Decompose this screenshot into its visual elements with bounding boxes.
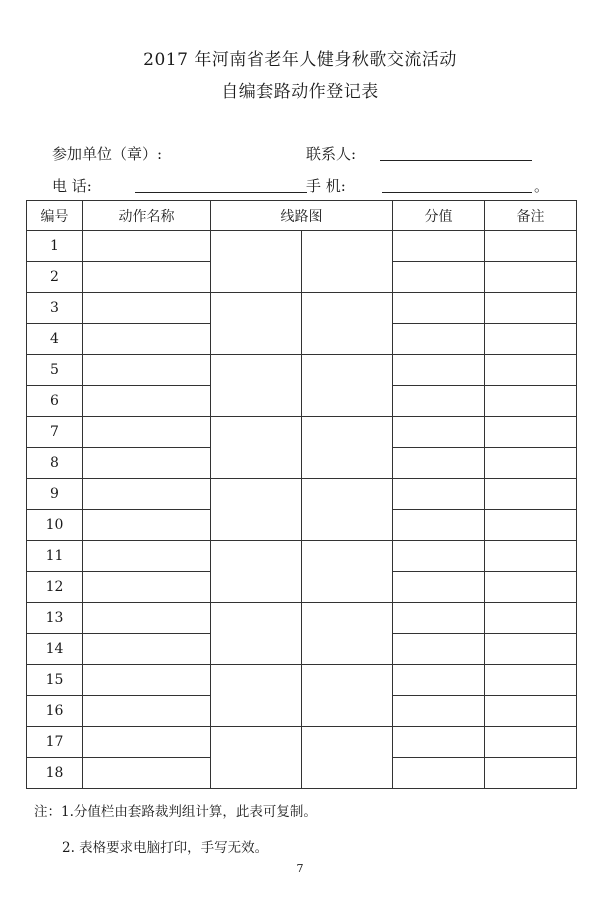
remarks-cell[interactable]	[485, 324, 577, 355]
score-cell[interactable]	[393, 448, 485, 479]
row-number: 15	[27, 665, 83, 696]
route-diagram-cell[interactable]	[211, 603, 302, 665]
route-diagram-cell[interactable]	[302, 479, 393, 541]
action-name-cell[interactable]	[83, 231, 211, 262]
action-name-cell[interactable]	[83, 355, 211, 386]
remarks-cell[interactable]	[485, 727, 577, 758]
remarks-cell[interactable]	[485, 448, 577, 479]
action-name-cell[interactable]	[83, 541, 211, 572]
route-diagram-cell[interactable]	[211, 293, 302, 355]
remarks-cell[interactable]	[485, 355, 577, 386]
action-name-cell[interactable]	[83, 293, 211, 324]
phone-blank-line[interactable]	[135, 192, 307, 193]
route-diagram-cell[interactable]	[302, 541, 393, 603]
remarks-cell[interactable]	[485, 758, 577, 789]
header-score: 分值	[393, 201, 485, 231]
score-cell[interactable]	[393, 696, 485, 727]
form-title-line1: 2017 年河南省老年人健身秋歌交流活动	[143, 50, 457, 70]
row-number: 8	[27, 448, 83, 479]
table-row	[27, 355, 577, 386]
action-name-cell[interactable]	[83, 572, 211, 603]
header-remarks: 备注	[485, 201, 577, 231]
note-1: 注：1.分值栏由套路裁判组计算，此表可复制。	[34, 804, 317, 820]
score-cell[interactable]	[393, 634, 485, 665]
route-diagram-cell[interactable]	[211, 355, 302, 417]
route-diagram-cell[interactable]	[211, 665, 302, 727]
score-cell[interactable]	[393, 231, 485, 262]
row-number: 9	[27, 479, 83, 510]
row-number: 14	[27, 634, 83, 665]
table-row	[27, 231, 577, 262]
action-name-cell[interactable]	[83, 634, 211, 665]
route-diagram-cell[interactable]	[302, 293, 393, 355]
remarks-cell[interactable]	[485, 386, 577, 417]
header-number: 编号	[27, 201, 83, 231]
page-number: 7	[296, 862, 304, 875]
action-name-cell[interactable]	[83, 665, 211, 696]
action-name-cell[interactable]	[83, 448, 211, 479]
route-diagram-cell[interactable]	[211, 231, 302, 293]
row-number: 18	[27, 758, 83, 789]
action-name-cell[interactable]	[83, 696, 211, 727]
action-name-cell[interactable]	[83, 417, 211, 448]
unit-label: 参加单位（章）:	[52, 145, 163, 163]
score-cell[interactable]	[393, 479, 485, 510]
contact-label: 联系人:	[306, 145, 357, 163]
row-number: 17	[27, 727, 83, 758]
header-action-name: 动作名称	[83, 201, 211, 231]
row-number: 11	[27, 541, 83, 572]
unit-contact-row	[0, 143, 600, 163]
action-name-cell[interactable]	[83, 262, 211, 293]
route-diagram-cell[interactable]	[302, 231, 393, 293]
score-cell[interactable]	[393, 293, 485, 324]
remarks-cell[interactable]	[485, 293, 577, 324]
phone-label: 电 话:	[52, 177, 92, 195]
table-row	[27, 479, 577, 510]
action-name-cell[interactable]	[83, 324, 211, 355]
contact-blank-line[interactable]	[380, 160, 532, 161]
remarks-cell[interactable]	[485, 479, 577, 510]
table-row	[27, 293, 577, 324]
table-row	[27, 665, 577, 696]
header-route-diagram: 线路图	[211, 201, 393, 231]
remarks-cell[interactable]	[485, 541, 577, 572]
mobile-blank-line[interactable]	[382, 192, 532, 193]
route-diagram-cell[interactable]	[211, 417, 302, 479]
action-name-cell[interactable]	[83, 479, 211, 510]
score-cell[interactable]	[393, 386, 485, 417]
note-2: 2. 表格要求电脑打印，手写无效。	[62, 840, 269, 856]
action-name-cell[interactable]	[83, 510, 211, 541]
score-cell[interactable]	[393, 541, 485, 572]
row-number: 16	[27, 696, 83, 727]
route-diagram-cell[interactable]	[302, 417, 393, 479]
row-number: 2	[27, 262, 83, 293]
row-number: 1	[27, 231, 83, 262]
row-number: 6	[27, 386, 83, 417]
route-diagram-cell[interactable]	[211, 479, 302, 541]
form-title-line2: 自编套路动作登记表	[221, 82, 379, 102]
score-cell[interactable]	[393, 417, 485, 448]
remarks-cell[interactable]	[485, 417, 577, 448]
remarks-cell[interactable]	[485, 572, 577, 603]
action-name-cell[interactable]	[83, 386, 211, 417]
score-cell[interactable]	[393, 355, 485, 386]
registration-table	[26, 200, 577, 789]
route-diagram-cell[interactable]	[211, 541, 302, 603]
route-diagram-cell[interactable]	[302, 665, 393, 727]
action-name-cell[interactable]	[83, 727, 211, 758]
action-name-cell[interactable]	[83, 758, 211, 789]
remarks-cell[interactable]	[485, 231, 577, 262]
route-diagram-cell[interactable]	[302, 355, 393, 417]
score-cell[interactable]	[393, 758, 485, 789]
end-mark: 。	[534, 177, 550, 195]
phone-mobile-row	[0, 175, 600, 195]
score-cell[interactable]	[393, 324, 485, 355]
remarks-cell[interactable]	[485, 510, 577, 541]
route-diagram-cell[interactable]	[302, 603, 393, 665]
remarks-cell[interactable]	[485, 696, 577, 727]
row-number: 4	[27, 324, 83, 355]
score-cell[interactable]	[393, 727, 485, 758]
row-number: 5	[27, 355, 83, 386]
score-cell[interactable]	[393, 603, 485, 634]
score-cell[interactable]	[393, 665, 485, 696]
table-row	[27, 541, 577, 572]
score-cell[interactable]	[393, 572, 485, 603]
mobile-label: 手 机:	[306, 177, 346, 195]
score-cell[interactable]	[393, 262, 485, 293]
remarks-cell[interactable]	[485, 262, 577, 293]
remarks-cell[interactable]	[485, 665, 577, 696]
row-number: 10	[27, 510, 83, 541]
action-name-cell[interactable]	[83, 603, 211, 634]
remarks-cell[interactable]	[485, 634, 577, 665]
row-number: 12	[27, 572, 83, 603]
row-number: 3	[27, 293, 83, 324]
table-header-row	[27, 201, 577, 231]
score-cell[interactable]	[393, 510, 485, 541]
table-row	[27, 603, 577, 634]
table-row	[27, 727, 577, 758]
route-diagram-cell[interactable]	[211, 727, 302, 789]
row-number: 7	[27, 417, 83, 448]
row-number: 13	[27, 603, 83, 634]
table-row	[27, 417, 577, 448]
route-diagram-cell[interactable]	[302, 727, 393, 789]
remarks-cell[interactable]	[485, 603, 577, 634]
